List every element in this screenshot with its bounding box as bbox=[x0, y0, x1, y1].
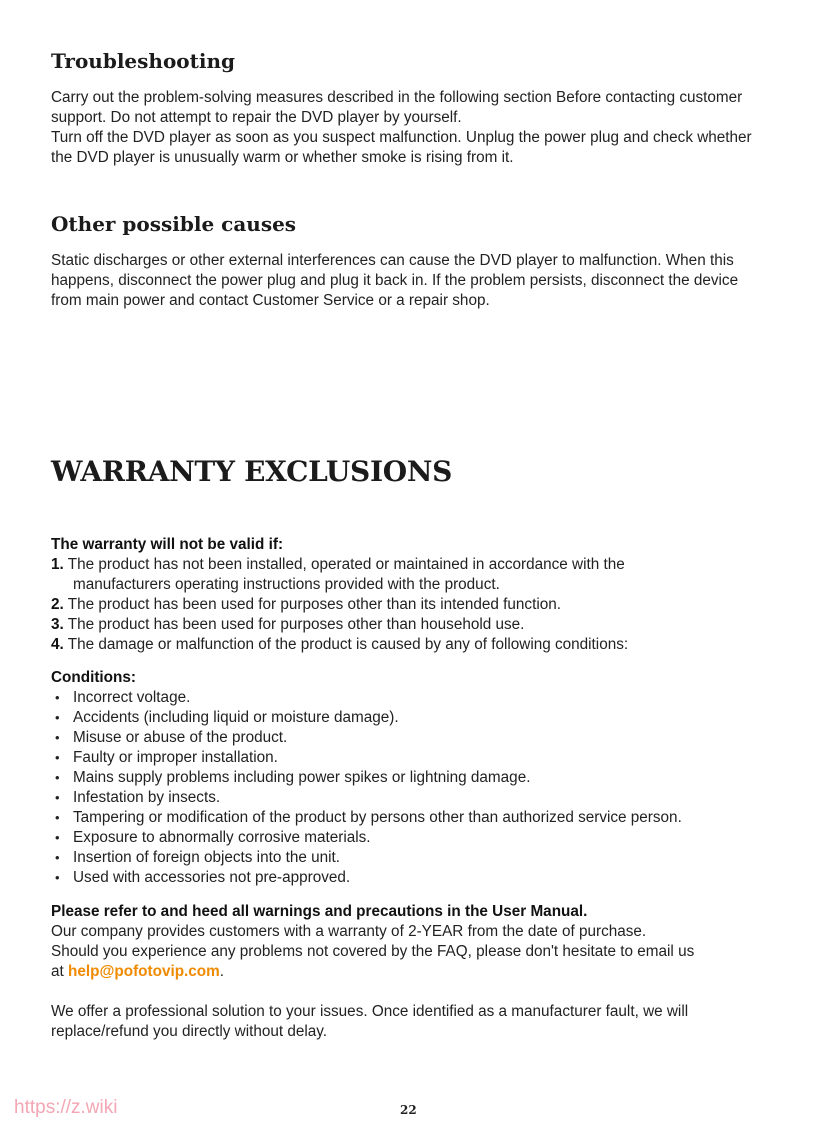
troubleshooting-heading: Troubleshooting bbox=[51, 49, 235, 73]
list-item: • Exposure to abnormally corrosive materials. bbox=[51, 828, 791, 848]
other-causes-heading: Other possible causes bbox=[51, 212, 297, 236]
list-item-number: 4. bbox=[51, 636, 64, 653]
offer-paragraph: We offer a professional solution to your issues. Once identified as a manufacturer fault, we will replace/refund you directly without delay. bbox=[51, 1003, 689, 1040]
other-causes-paragraph: Static discharges or other external interferences can cause the DVD player to malfunction. When this happens, disconnect the power plug and plug it back in. If the problem persists, disconnect the device from main power and contact Customer Service or a repair shop. bbox=[51, 252, 739, 309]
list-item-text: The product has been used for purposes other than household use. bbox=[67, 616, 525, 633]
list-item: • Insertion of foreign objects into the unit. bbox=[51, 848, 791, 868]
email-line bbox=[51, 962, 771, 982]
list-item: • Used with accessories not pre-approved. bbox=[51, 868, 791, 888]
contact-text: Should you experience any problems not covered by the FAQ, please don't hesitate to email us bbox=[51, 943, 695, 960]
list-item: • Mains supply problems including power spikes or lightning damage. bbox=[51, 768, 791, 788]
list-item: • Accidents (including liquid or moisture damage). bbox=[51, 708, 791, 728]
warranty-exclusion-list bbox=[51, 555, 771, 655]
list-item: • Misuse or abuse of the product. bbox=[51, 728, 791, 748]
list-item-continuation: manufacturers operating instructions provided with the product. bbox=[73, 576, 500, 593]
warranty-exclusions-heading: WARRANTY EXCLUSIONS bbox=[51, 455, 453, 488]
list-item bbox=[51, 555, 771, 595]
list-item-number: 3. bbox=[51, 616, 64, 633]
list-item-number: 1. bbox=[51, 556, 64, 573]
list-item: • Faulty or improper installation. bbox=[51, 748, 791, 768]
email-suffix: . bbox=[219, 963, 224, 980]
refer-to-manual-heading: Please refer to and heed all warnings and precautions in the User Manual. bbox=[51, 903, 588, 920]
watermark-link: https://z.wiki bbox=[14, 1097, 118, 1118]
list-item bbox=[51, 595, 771, 615]
list-item bbox=[51, 635, 771, 655]
conditions-list bbox=[51, 688, 791, 888]
warranty-not-valid-heading: The warranty will not be valid if: bbox=[51, 536, 284, 553]
list-item: • Incorrect voltage. bbox=[51, 688, 791, 708]
troubleshooting-text bbox=[51, 88, 771, 168]
list-item bbox=[51, 615, 771, 635]
page-number: 22 bbox=[400, 1103, 417, 1117]
list-item: • Infestation by insects. bbox=[51, 788, 791, 808]
troubleshooting-paragraph-1: Carry out the problem-solving measures described in the following section Before contacting customer support. Do not attempt to repair the DVD player by yourself. bbox=[51, 89, 743, 126]
list-item-number: 2. bbox=[51, 596, 64, 613]
support-email-link[interactable]: help@pofotovip.com bbox=[68, 963, 220, 980]
email-prefix: at bbox=[51, 963, 69, 980]
list-item-text: The product has been used for purposes other than its intended function. bbox=[67, 596, 561, 613]
warranty-period-text: Our company provides customers with a warranty of 2-YEAR from the date of purchase. bbox=[51, 923, 647, 940]
warranty-contact-block bbox=[51, 902, 771, 982]
other-causes-text bbox=[51, 251, 771, 311]
list-item: • Tampering or modification of the product by persons other than authorized service person. bbox=[51, 808, 791, 828]
list-item-text: The product has not been installed, operated or maintained in accordance with the bbox=[67, 556, 625, 573]
offer-text bbox=[51, 1002, 771, 1042]
troubleshooting-paragraph-2: Turn off the DVD player as soon as you suspect malfunction. Unplug the power plug and check whether the DVD player is unusually warm or whether smoke is rising from it. bbox=[51, 129, 752, 166]
conditions-heading: Conditions: bbox=[51, 669, 136, 686]
list-item-text: The damage or malfunction of the product is caused by any of following conditions: bbox=[67, 636, 629, 653]
